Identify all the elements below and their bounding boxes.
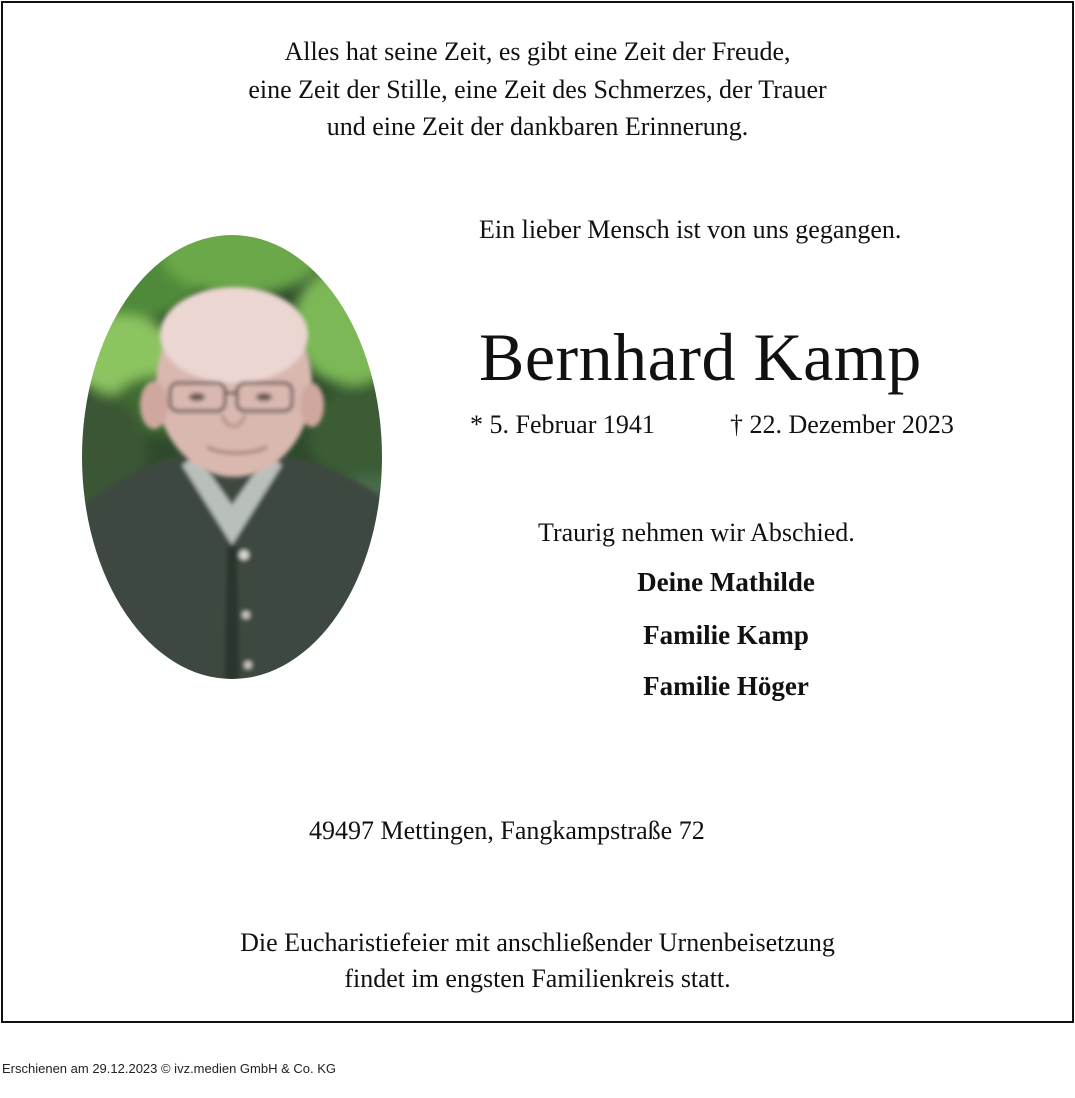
mourner-familie-hoeger: Familie Höger — [643, 671, 809, 701]
service-notice — [0, 925, 1075, 997]
farewell-text: Traurig nehmen wir Abschied. — [538, 518, 855, 547]
deceased-name: Bernhard Kamp — [479, 319, 922, 395]
mourner-familie-kamp: Familie Kamp — [643, 620, 809, 650]
verse-line-2: eine Zeit der Stille, eine Zeit des Schmerzes, der Trauer — [248, 74, 827, 104]
verse-line-1: Alles hat seine Zeit, es gibt eine Zeit der Freude, — [284, 37, 791, 66]
verse-line-3: und eine Zeit der dankbaren Erinnerung. — [326, 112, 749, 141]
birth-date: * 5. Februar 1941 — [470, 410, 655, 439]
death-date: † 22. Dezember 2023 — [730, 410, 954, 439]
mourner-mathilde: Deine Mathilde — [637, 567, 815, 597]
address: 49497 Mettingen, Fangkampstraße 72 — [309, 816, 705, 845]
portrait-photo — [62, 215, 402, 700]
service-line-2: findet im engsten Familienkreis statt. — [344, 964, 731, 993]
service-line-1: Die Eucharistiefeier mit anschließender Urnenbeisetzung — [240, 928, 835, 957]
verse-quote — [0, 33, 1075, 146]
intro-text: Ein lieber Mensch ist von uns gegangen. — [479, 215, 902, 244]
publication-footer: Erschienen am 29.12.2023 © ivz.medien GmbH & Co. KG — [2, 1061, 337, 1076]
